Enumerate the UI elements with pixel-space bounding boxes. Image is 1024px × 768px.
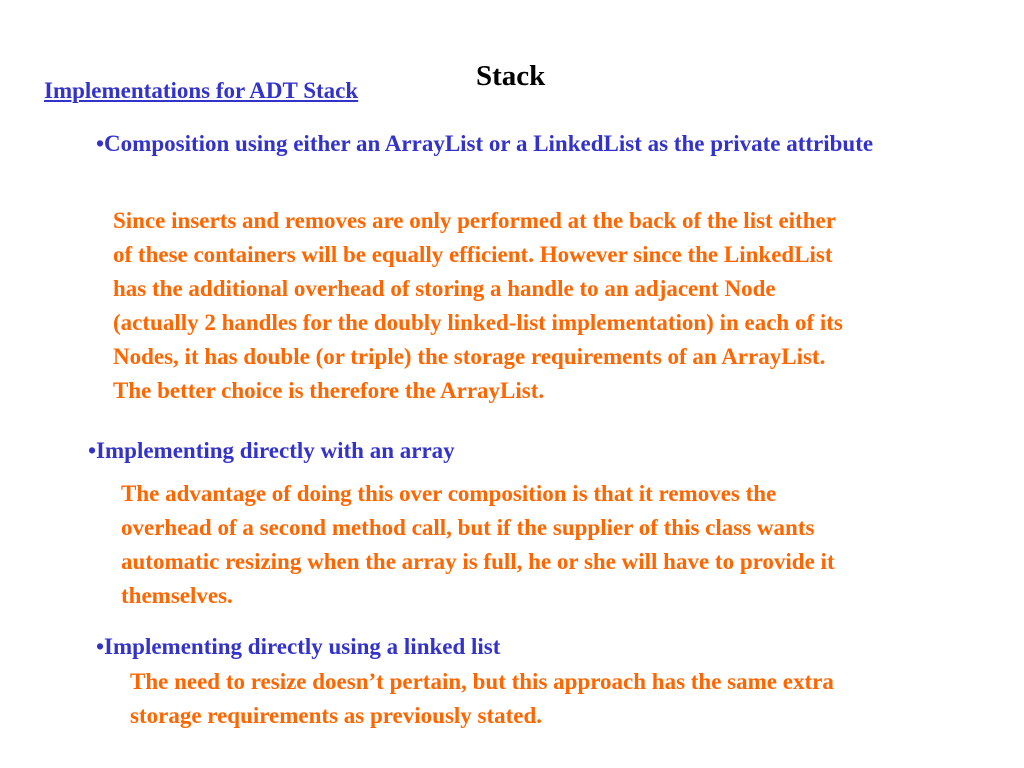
detail-linked-list <box>130 665 1010 733</box>
bullet-composition: •Composition using either an ArrayList or a LinkedList as the private attribute <box>96 131 874 156</box>
detail-line: (actually 2 handles for the doubly linked-list implementation) in each of its <box>113 310 843 335</box>
slide-subtitle: Implementations for ADT Stack <box>44 78 359 103</box>
detail-line: storage requirements as previously stated. <box>130 703 543 728</box>
slide-title: Stack <box>476 60 546 92</box>
detail-line: The advantage of doing this over composition is that it removes the <box>121 481 777 506</box>
detail-line: The need to resize doesn’t pertain, but this approach has the same extra <box>130 669 834 694</box>
detail-line: has the additional overhead of storing a handle to an adjacent Node <box>113 276 776 301</box>
bullet-array: •Implementing directly with an array <box>88 438 455 463</box>
detail-array <box>121 477 1011 613</box>
detail-line: of these containers will be equally efficient. However since the LinkedList <box>113 242 833 267</box>
detail-line: Nodes, it has double (or triple) the storage requirements of an ArrayList. <box>113 344 826 369</box>
detail-line: overhead of a second method call, but if the supplier of this class wants <box>121 515 815 540</box>
detail-composition <box>113 204 1018 408</box>
detail-line: themselves. <box>121 583 233 608</box>
detail-line: Since inserts and removes are only performed at the back of the list either <box>113 208 836 233</box>
bullet-linked-list: •Implementing directly using a linked list <box>96 634 501 659</box>
detail-line: The better choice is therefore the ArrayList. <box>113 378 545 403</box>
detail-line: automatic resizing when the array is full, he or she will have to provide it <box>121 549 835 574</box>
